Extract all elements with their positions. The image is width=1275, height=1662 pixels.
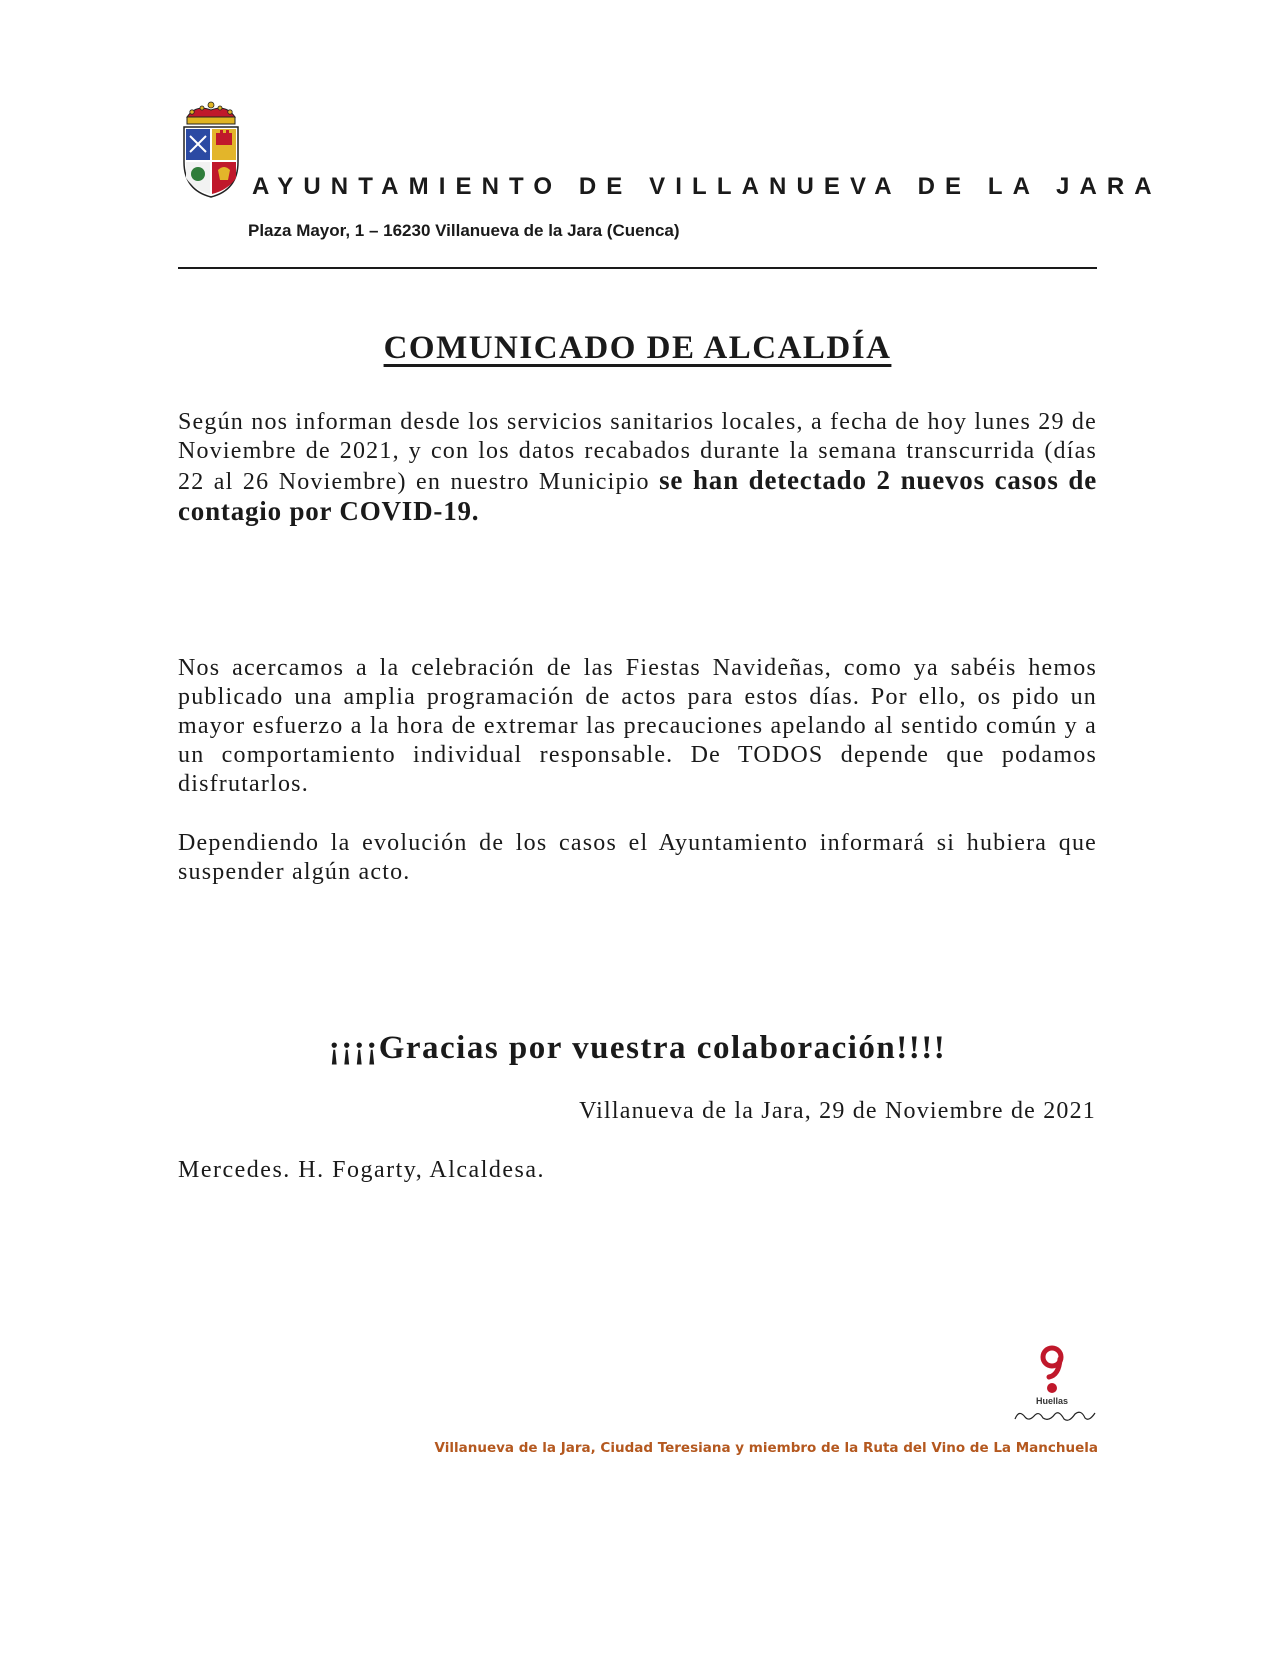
huellas-logo-word: Huellas [1035,1396,1068,1406]
organization-name: AYUNTAMIENTO DE VILLANUEVA DE LA JARA [252,173,1162,200]
signature-line: Mercedes. H. Fogarty, Alcaldesa. [178,1157,546,1183]
date-line: Villanueva de la Jara, 29 de Noviembre de 2021 [579,1098,1096,1124]
paragraph-evolution: Dependiendo la evolución de los casos el Ayuntamiento informará si hubiera que suspender algún acto. [178,830,1097,885]
footer-tagline: Villanueva de la Jara, Ciudad Teresiana y miembro de la Ruta del Vino de La Manchuela [434,1440,1098,1456]
huellas-logo-icon [1005,1345,1099,1397]
huellas-logo [1005,1345,1099,1425]
thanks-message: ¡¡¡¡Gracias por vuestra colaboración!!!! [328,1030,947,1066]
organization-address: Plaza Mayor, 1 – 16230 Villanueva de la Jara (Cuenca) [248,221,680,240]
coat-of-arms-icon [178,100,244,200]
paragraph-christmas: Nos acercamos a la celebración de las Fiestas Navideñas, como ya sabéis hemos publicado una amplia programación de actos para estos días. Por ello, os pido un mayor esfuerzo a la hora de extremar las precauciones apelando al sentido común y a un comportamiento individual responsable. De TODOS depende que podamos disfrutarlos. [178,655,1097,797]
document-title: COMUNICADO DE ALCALDÍA [383,330,892,366]
paragraph-cases-text: Según nos informan desde los servicios sanitarios locales, a fecha de hoy lunes 29 de Noviembre de 2021, y con los datos recabados durante la semana transcurrida (días 22 al 26 Noviembre) en nuestro Municipio [178,409,1097,495]
cases-highlight: se han detectado 2 nuevos casos de contagio por COVID-19. [178,465,1097,526]
paragraph-cases [178,408,1097,528]
handwritten-signature-icon [1009,1405,1097,1425]
header-divider [178,267,1097,269]
